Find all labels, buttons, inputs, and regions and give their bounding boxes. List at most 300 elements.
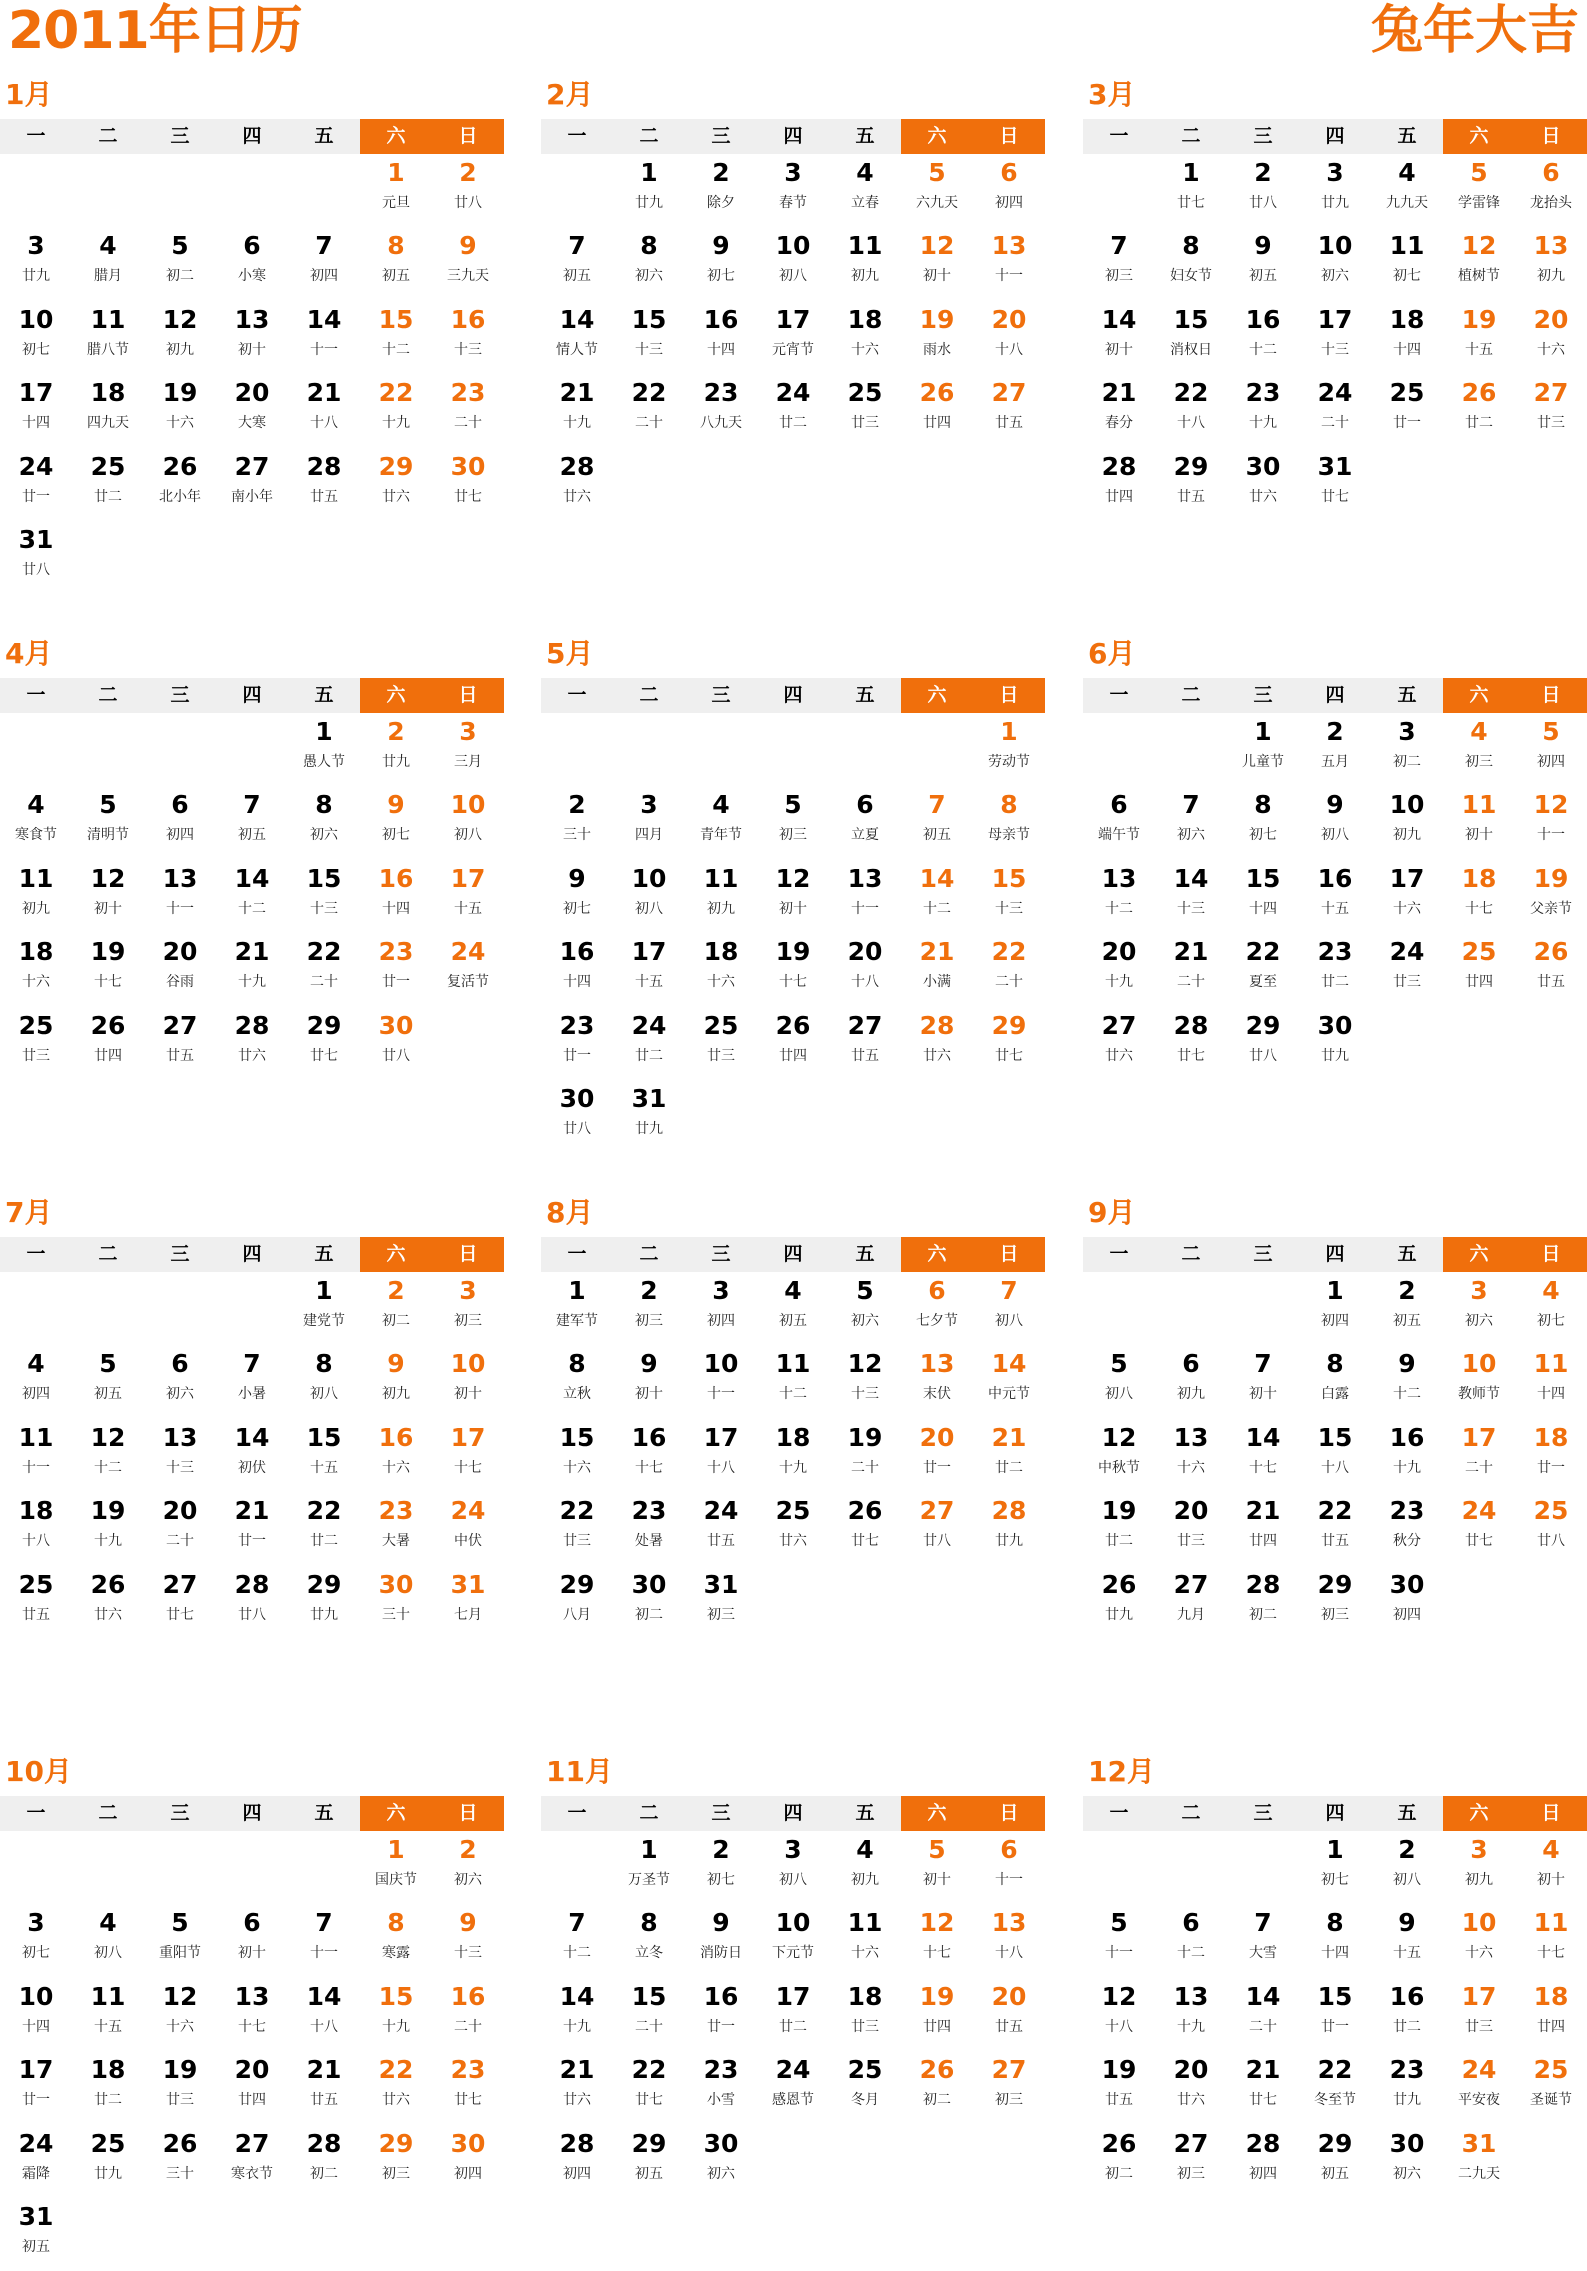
day-cell[interactable] <box>541 1566 613 1639</box>
day-cell[interactable] <box>1299 1419 1371 1492</box>
day-cell[interactable] <box>1155 227 1227 300</box>
day-cell[interactable] <box>288 786 360 859</box>
day-cell[interactable] <box>613 374 685 447</box>
day-cell[interactable] <box>1155 2051 1227 2124</box>
day-cell[interactable] <box>72 1007 144 1080</box>
day-cell[interactable] <box>973 786 1045 859</box>
day-cell[interactable] <box>1443 786 1515 859</box>
day-cell[interactable] <box>1443 2125 1515 2198</box>
day-cell[interactable] <box>432 1272 504 1345</box>
day-cell[interactable] <box>144 2125 216 2198</box>
day-cell[interactable] <box>829 860 901 933</box>
day-cell[interactable] <box>72 786 144 859</box>
day-cell[interactable] <box>0 301 72 374</box>
day-cell[interactable] <box>1155 1492 1227 1565</box>
day-cell[interactable] <box>1443 1272 1515 1345</box>
day-cell[interactable] <box>1515 154 1587 227</box>
day-cell[interactable] <box>1299 301 1371 374</box>
day-cell[interactable] <box>216 1904 288 1977</box>
day-cell[interactable] <box>1443 1904 1515 1977</box>
day-cell[interactable] <box>1371 301 1443 374</box>
day-cell[interactable] <box>541 1345 613 1418</box>
day-cell[interactable] <box>1155 448 1227 521</box>
day-cell[interactable] <box>1371 1904 1443 1977</box>
day-cell[interactable] <box>0 1007 72 1080</box>
day-cell[interactable] <box>973 860 1045 933</box>
day-cell[interactable] <box>288 933 360 1006</box>
day-cell[interactable] <box>1299 2051 1371 2124</box>
day-cell[interactable] <box>757 1831 829 1904</box>
day-cell[interactable] <box>1299 1345 1371 1418</box>
day-cell[interactable] <box>901 154 973 227</box>
day-cell[interactable] <box>432 1831 504 1904</box>
day-cell[interactable] <box>432 786 504 859</box>
day-cell[interactable] <box>757 301 829 374</box>
day-cell[interactable] <box>613 860 685 933</box>
day-cell[interactable] <box>288 1566 360 1639</box>
day-cell[interactable] <box>1299 1831 1371 1904</box>
day-cell[interactable] <box>1155 1566 1227 1639</box>
day-cell[interactable] <box>1299 786 1371 859</box>
day-cell[interactable] <box>1299 1492 1371 1565</box>
day-cell[interactable] <box>432 227 504 300</box>
day-cell[interactable] <box>973 1492 1045 1565</box>
day-cell[interactable] <box>432 301 504 374</box>
day-cell[interactable] <box>1371 1419 1443 1492</box>
day-cell[interactable] <box>432 860 504 933</box>
day-cell[interactable] <box>360 1419 432 1492</box>
day-cell[interactable] <box>685 933 757 1006</box>
day-cell[interactable] <box>1083 227 1155 300</box>
day-cell[interactable] <box>1299 1007 1371 1080</box>
day-cell[interactable] <box>541 933 613 1006</box>
day-cell[interactable] <box>541 1978 613 2051</box>
day-cell[interactable] <box>1227 374 1299 447</box>
day-cell[interactable] <box>0 1978 72 2051</box>
day-cell[interactable] <box>757 1272 829 1345</box>
day-cell[interactable] <box>72 1978 144 2051</box>
day-cell[interactable] <box>685 1272 757 1345</box>
day-cell[interactable] <box>288 1345 360 1418</box>
day-cell[interactable] <box>72 374 144 447</box>
day-cell[interactable] <box>144 1978 216 2051</box>
day-cell[interactable] <box>541 1272 613 1345</box>
day-cell[interactable] <box>1155 933 1227 1006</box>
day-cell[interactable] <box>541 1080 613 1153</box>
day-cell[interactable] <box>216 860 288 933</box>
day-cell[interactable] <box>1515 933 1587 1006</box>
day-cell[interactable] <box>144 860 216 933</box>
day-cell[interactable] <box>613 1492 685 1565</box>
day-cell[interactable] <box>973 1345 1045 1418</box>
day-cell[interactable] <box>1515 1345 1587 1418</box>
day-cell[interactable] <box>901 1345 973 1418</box>
day-cell[interactable] <box>901 374 973 447</box>
day-cell[interactable] <box>0 1345 72 1418</box>
day-cell[interactable] <box>613 301 685 374</box>
day-cell[interactable] <box>1227 1978 1299 2051</box>
day-cell[interactable] <box>613 2125 685 2198</box>
day-cell[interactable] <box>1371 1345 1443 1418</box>
day-cell[interactable] <box>829 786 901 859</box>
day-cell[interactable] <box>1443 374 1515 447</box>
day-cell[interactable] <box>829 227 901 300</box>
day-cell[interactable] <box>288 1419 360 1492</box>
day-cell[interactable] <box>829 1007 901 1080</box>
day-cell[interactable] <box>0 1492 72 1565</box>
day-cell[interactable] <box>829 2051 901 2124</box>
day-cell[interactable] <box>1083 1492 1155 1565</box>
day-cell[interactable] <box>973 2051 1045 2124</box>
day-cell[interactable] <box>360 713 432 786</box>
day-cell[interactable] <box>72 1419 144 1492</box>
day-cell[interactable] <box>0 374 72 447</box>
day-cell[interactable] <box>216 2125 288 2198</box>
day-cell[interactable] <box>1299 933 1371 1006</box>
day-cell[interactable] <box>0 2125 72 2198</box>
day-cell[interactable] <box>829 1345 901 1418</box>
day-cell[interactable] <box>685 2125 757 2198</box>
day-cell[interactable] <box>432 1419 504 1492</box>
day-cell[interactable] <box>1299 448 1371 521</box>
day-cell[interactable] <box>360 786 432 859</box>
day-cell[interactable] <box>144 1419 216 1492</box>
day-cell[interactable] <box>541 374 613 447</box>
day-cell[interactable] <box>360 1566 432 1639</box>
day-cell[interactable] <box>973 154 1045 227</box>
day-cell[interactable] <box>1227 1345 1299 1418</box>
day-cell[interactable] <box>0 2198 72 2271</box>
day-cell[interactable] <box>1227 786 1299 859</box>
day-cell[interactable] <box>1155 1007 1227 1080</box>
day-cell[interactable] <box>288 2051 360 2124</box>
day-cell[interactable] <box>432 448 504 521</box>
day-cell[interactable] <box>360 301 432 374</box>
day-cell[interactable] <box>72 2125 144 2198</box>
day-cell[interactable] <box>829 154 901 227</box>
day-cell[interactable] <box>901 1904 973 1977</box>
day-cell[interactable] <box>1083 933 1155 1006</box>
day-cell[interactable] <box>973 1978 1045 2051</box>
day-cell[interactable] <box>1371 227 1443 300</box>
day-cell[interactable] <box>360 374 432 447</box>
day-cell[interactable] <box>1371 1492 1443 1565</box>
day-cell[interactable] <box>0 521 72 594</box>
day-cell[interactable] <box>1443 1978 1515 2051</box>
day-cell[interactable] <box>541 448 613 521</box>
day-cell[interactable] <box>432 2051 504 2124</box>
day-cell[interactable] <box>973 1904 1045 1977</box>
day-cell[interactable] <box>1299 713 1371 786</box>
day-cell[interactable] <box>1227 227 1299 300</box>
day-cell[interactable] <box>1371 374 1443 447</box>
day-cell[interactable] <box>144 1566 216 1639</box>
day-cell[interactable] <box>685 154 757 227</box>
day-cell[interactable] <box>1083 448 1155 521</box>
day-cell[interactable] <box>1227 2051 1299 2124</box>
day-cell[interactable] <box>1443 860 1515 933</box>
day-cell[interactable] <box>1155 1419 1227 1492</box>
day-cell[interactable] <box>288 713 360 786</box>
day-cell[interactable] <box>288 301 360 374</box>
day-cell[interactable] <box>685 1831 757 1904</box>
day-cell[interactable] <box>72 448 144 521</box>
day-cell[interactable] <box>1371 2125 1443 2198</box>
day-cell[interactable] <box>1083 1904 1155 1977</box>
day-cell[interactable] <box>1371 786 1443 859</box>
day-cell[interactable] <box>973 1007 1045 1080</box>
day-cell[interactable] <box>144 1345 216 1418</box>
day-cell[interactable] <box>1227 301 1299 374</box>
day-cell[interactable] <box>757 786 829 859</box>
day-cell[interactable] <box>757 374 829 447</box>
day-cell[interactable] <box>685 227 757 300</box>
day-cell[interactable] <box>613 1272 685 1345</box>
day-cell[interactable] <box>613 1419 685 1492</box>
day-cell[interactable] <box>901 227 973 300</box>
day-cell[interactable] <box>757 933 829 1006</box>
day-cell[interactable] <box>432 933 504 1006</box>
day-cell[interactable] <box>1227 1419 1299 1492</box>
day-cell[interactable] <box>72 933 144 1006</box>
day-cell[interactable] <box>973 1272 1045 1345</box>
day-cell[interactable] <box>829 933 901 1006</box>
day-cell[interactable] <box>613 1904 685 1977</box>
day-cell[interactable] <box>1083 786 1155 859</box>
day-cell[interactable] <box>144 2051 216 2124</box>
day-cell[interactable] <box>1227 1566 1299 1639</box>
day-cell[interactable] <box>1227 1492 1299 1565</box>
day-cell[interactable] <box>144 1904 216 1977</box>
day-cell[interactable] <box>541 1492 613 1565</box>
day-cell[interactable] <box>0 1904 72 1977</box>
day-cell[interactable] <box>685 1345 757 1418</box>
day-cell[interactable] <box>432 1492 504 1565</box>
day-cell[interactable] <box>1083 2051 1155 2124</box>
day-cell[interactable] <box>1371 860 1443 933</box>
day-cell[interactable] <box>613 154 685 227</box>
day-cell[interactable] <box>973 301 1045 374</box>
day-cell[interactable] <box>901 860 973 933</box>
day-cell[interactable] <box>72 1566 144 1639</box>
day-cell[interactable] <box>757 1904 829 1977</box>
day-cell[interactable] <box>829 1419 901 1492</box>
day-cell[interactable] <box>901 1831 973 1904</box>
day-cell[interactable] <box>1083 1419 1155 1492</box>
day-cell[interactable] <box>757 1978 829 2051</box>
day-cell[interactable] <box>541 227 613 300</box>
day-cell[interactable] <box>541 1419 613 1492</box>
day-cell[interactable] <box>1515 860 1587 933</box>
day-cell[interactable] <box>1443 1345 1515 1418</box>
day-cell[interactable] <box>432 1345 504 1418</box>
day-cell[interactable] <box>1155 1904 1227 1977</box>
day-cell[interactable] <box>1155 374 1227 447</box>
day-cell[interactable] <box>432 713 504 786</box>
day-cell[interactable] <box>973 227 1045 300</box>
day-cell[interactable] <box>144 933 216 1006</box>
day-cell[interactable] <box>613 1978 685 2051</box>
day-cell[interactable] <box>360 1831 432 1904</box>
day-cell[interactable] <box>1515 1492 1587 1565</box>
day-cell[interactable] <box>216 1419 288 1492</box>
day-cell[interactable] <box>541 1007 613 1080</box>
day-cell[interactable] <box>685 1904 757 1977</box>
day-cell[interactable] <box>541 860 613 933</box>
day-cell[interactable] <box>72 860 144 933</box>
day-cell[interactable] <box>757 1492 829 1565</box>
day-cell[interactable] <box>829 1978 901 2051</box>
day-cell[interactable] <box>144 301 216 374</box>
day-cell[interactable] <box>0 786 72 859</box>
day-cell[interactable] <box>613 933 685 1006</box>
day-cell[interactable] <box>757 1345 829 1418</box>
day-cell[interactable] <box>288 227 360 300</box>
day-cell[interactable] <box>144 786 216 859</box>
day-cell[interactable] <box>541 2051 613 2124</box>
day-cell[interactable] <box>1083 301 1155 374</box>
day-cell[interactable] <box>901 1272 973 1345</box>
day-cell[interactable] <box>1515 2051 1587 2124</box>
day-cell[interactable] <box>541 1904 613 1977</box>
day-cell[interactable] <box>288 1978 360 2051</box>
day-cell[interactable] <box>1227 448 1299 521</box>
day-cell[interactable] <box>72 1345 144 1418</box>
day-cell[interactable] <box>685 1566 757 1639</box>
day-cell[interactable] <box>288 2125 360 2198</box>
day-cell[interactable] <box>0 227 72 300</box>
day-cell[interactable] <box>541 786 613 859</box>
day-cell[interactable] <box>288 1904 360 1977</box>
day-cell[interactable] <box>613 1080 685 1153</box>
day-cell[interactable] <box>829 1272 901 1345</box>
day-cell[interactable] <box>829 1904 901 1977</box>
day-cell[interactable] <box>144 1492 216 1565</box>
day-cell[interactable] <box>1443 227 1515 300</box>
day-cell[interactable] <box>288 860 360 933</box>
day-cell[interactable] <box>613 1566 685 1639</box>
day-cell[interactable] <box>685 1978 757 2051</box>
day-cell[interactable] <box>1515 1904 1587 1977</box>
day-cell[interactable] <box>0 1566 72 1639</box>
day-cell[interactable] <box>1371 933 1443 1006</box>
day-cell[interactable] <box>613 1345 685 1418</box>
day-cell[interactable] <box>1227 713 1299 786</box>
day-cell[interactable] <box>1443 713 1515 786</box>
day-cell[interactable] <box>829 1831 901 1904</box>
day-cell[interactable] <box>829 1492 901 1565</box>
day-cell[interactable] <box>216 448 288 521</box>
day-cell[interactable] <box>0 2051 72 2124</box>
day-cell[interactable] <box>216 1978 288 2051</box>
day-cell[interactable] <box>973 374 1045 447</box>
day-cell[interactable] <box>1083 2125 1155 2198</box>
day-cell[interactable] <box>432 1566 504 1639</box>
day-cell[interactable] <box>1155 1345 1227 1418</box>
day-cell[interactable] <box>432 154 504 227</box>
day-cell[interactable] <box>901 1007 973 1080</box>
day-cell[interactable] <box>1299 227 1371 300</box>
day-cell[interactable] <box>1371 713 1443 786</box>
day-cell[interactable] <box>144 448 216 521</box>
day-cell[interactable] <box>1443 1419 1515 1492</box>
day-cell[interactable] <box>1155 860 1227 933</box>
day-cell[interactable] <box>1299 1978 1371 2051</box>
day-cell[interactable] <box>360 2051 432 2124</box>
day-cell[interactable] <box>72 2051 144 2124</box>
day-cell[interactable] <box>1083 1978 1155 2051</box>
day-cell[interactable] <box>829 374 901 447</box>
day-cell[interactable] <box>1227 860 1299 933</box>
day-cell[interactable] <box>216 933 288 1006</box>
day-cell[interactable] <box>757 154 829 227</box>
day-cell[interactable] <box>1515 374 1587 447</box>
day-cell[interactable] <box>541 2125 613 2198</box>
day-cell[interactable] <box>216 374 288 447</box>
day-cell[interactable] <box>144 227 216 300</box>
day-cell[interactable] <box>216 1492 288 1565</box>
day-cell[interactable] <box>360 154 432 227</box>
day-cell[interactable] <box>613 786 685 859</box>
day-cell[interactable] <box>72 301 144 374</box>
day-cell[interactable] <box>901 301 973 374</box>
day-cell[interactable] <box>0 860 72 933</box>
day-cell[interactable] <box>1371 1978 1443 2051</box>
day-cell[interactable] <box>685 786 757 859</box>
day-cell[interactable] <box>901 1978 973 2051</box>
day-cell[interactable] <box>0 448 72 521</box>
day-cell[interactable] <box>1155 1978 1227 2051</box>
day-cell[interactable] <box>360 1978 432 2051</box>
day-cell[interactable] <box>973 933 1045 1006</box>
day-cell[interactable] <box>288 1007 360 1080</box>
day-cell[interactable] <box>1515 713 1587 786</box>
day-cell[interactable] <box>360 2125 432 2198</box>
day-cell[interactable] <box>757 2051 829 2124</box>
day-cell[interactable] <box>1371 154 1443 227</box>
day-cell[interactable] <box>1371 2051 1443 2124</box>
day-cell[interactable] <box>1155 301 1227 374</box>
day-cell[interactable] <box>288 1492 360 1565</box>
day-cell[interactable] <box>1299 154 1371 227</box>
day-cell[interactable] <box>613 1007 685 1080</box>
day-cell[interactable] <box>360 1904 432 1977</box>
day-cell[interactable] <box>1371 1831 1443 1904</box>
day-cell[interactable] <box>685 374 757 447</box>
day-cell[interactable] <box>288 1272 360 1345</box>
day-cell[interactable] <box>1227 2125 1299 2198</box>
day-cell[interactable] <box>360 227 432 300</box>
day-cell[interactable] <box>360 1272 432 1345</box>
day-cell[interactable] <box>1155 2125 1227 2198</box>
day-cell[interactable] <box>72 1492 144 1565</box>
day-cell[interactable] <box>216 301 288 374</box>
day-cell[interactable] <box>216 1566 288 1639</box>
day-cell[interactable] <box>144 1007 216 1080</box>
day-cell[interactable] <box>1371 1566 1443 1639</box>
day-cell[interactable] <box>216 1007 288 1080</box>
day-cell[interactable] <box>901 933 973 1006</box>
day-cell[interactable] <box>1371 1272 1443 1345</box>
day-cell[interactable] <box>1155 786 1227 859</box>
day-cell[interactable] <box>288 374 360 447</box>
day-cell[interactable] <box>1515 227 1587 300</box>
day-cell[interactable] <box>1515 1831 1587 1904</box>
day-cell[interactable] <box>1443 1831 1515 1904</box>
day-cell[interactable] <box>1515 301 1587 374</box>
day-cell[interactable] <box>1443 933 1515 1006</box>
day-cell[interactable] <box>1155 154 1227 227</box>
